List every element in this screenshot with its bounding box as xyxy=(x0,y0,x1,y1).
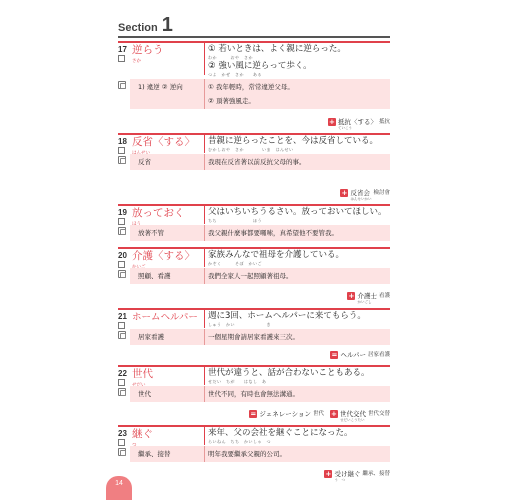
vocabulary-page xyxy=(118,14,390,484)
entry-number: 19 xyxy=(118,208,127,217)
related-word: ジェネレーション xyxy=(259,410,311,418)
translation-icon xyxy=(118,156,126,164)
study-checkbox[interactable] xyxy=(118,439,125,446)
chinese-translation: ② 頂著強風走。 xyxy=(208,97,255,105)
column-divider xyxy=(204,43,205,75)
example-sentence: ① 若いときは、よく親に逆らった。 xyxy=(208,44,346,54)
vocab-entry xyxy=(118,41,390,133)
entry-number: 23 xyxy=(118,429,127,438)
related-terms xyxy=(330,351,390,359)
equal-icon: = xyxy=(331,351,338,359)
example-sentence: ② 強い風に逆らって歩く。 xyxy=(208,61,312,71)
translation-icon xyxy=(118,388,126,396)
chinese-meaning: 1) 違逆 ② 逆向 xyxy=(138,83,183,91)
meaning-divider xyxy=(204,154,205,170)
related-word: 介護士 xyxy=(357,292,377,300)
vocab-entry xyxy=(118,247,390,308)
meaning-divider xyxy=(204,386,205,402)
related-meaning: 繼承、接替 xyxy=(362,471,390,477)
example-sentence: 父はいちいちうるさい。放っておいてほしい。 xyxy=(208,207,387,217)
chinese-translation: 明年我要繼承父親的公司。 xyxy=(208,450,286,458)
chinese-meaning: 居家看護 xyxy=(138,333,164,341)
column-divider xyxy=(204,367,205,385)
related-terms xyxy=(340,189,390,201)
chinese-meaning: 反省 xyxy=(138,158,151,166)
meaning-divider xyxy=(204,446,205,462)
example-ruby: しゅう かい き xyxy=(208,322,271,327)
plus-icon: + xyxy=(329,118,335,126)
chinese-translation: 我們全家人一起照顧著祖母。 xyxy=(208,272,293,280)
related-term xyxy=(249,410,324,418)
related-terms xyxy=(249,410,390,422)
meaning-divider xyxy=(204,329,205,345)
related-term xyxy=(328,118,390,130)
headword: 介護〈する〉 xyxy=(132,250,195,262)
related-word: 受け継ぐ xyxy=(334,470,361,478)
example-sentence: 昔親に逆らったことを、今は反省している。 xyxy=(208,136,379,146)
chinese-translation: ① 我年輕時，常常違逆父母。 xyxy=(208,83,294,91)
column-divider xyxy=(204,310,205,328)
column-divider xyxy=(204,206,205,224)
entry-rule xyxy=(118,425,390,427)
chinese-translation: 我父親什麼事都要囉嗦，真希望他不要管我。 xyxy=(208,229,338,237)
chinese-meaning: 世代 xyxy=(138,390,151,398)
chinese-translation: 我現在反省著以前反抗父母的事。 xyxy=(208,158,306,166)
example-ruby: かぞく そぼ かいご xyxy=(208,261,262,266)
chinese-translation: 世代不同，有時也會無法溝通。 xyxy=(208,390,299,398)
entry-rule xyxy=(118,365,390,367)
equal-icon: = xyxy=(250,410,257,418)
column-divider xyxy=(204,135,205,153)
study-checkbox[interactable] xyxy=(118,147,125,154)
study-checkbox[interactable] xyxy=(118,322,125,329)
headword: 放っておく xyxy=(132,207,185,219)
page-number: 14 xyxy=(106,476,132,500)
meaning-box xyxy=(130,225,390,241)
related-word: 反省会 xyxy=(350,189,370,197)
entry-number: 20 xyxy=(118,251,127,260)
section-number: 1 xyxy=(161,14,173,36)
headword: 世代 xyxy=(132,368,153,380)
meaning-divider xyxy=(204,268,205,284)
meaning-box xyxy=(130,79,390,109)
vocab-entry xyxy=(118,425,390,484)
study-checkbox[interactable] xyxy=(118,55,125,62)
related-meaning: 世代交替 xyxy=(367,411,390,417)
entry-rule xyxy=(118,41,390,43)
related-reading: はんせいかい xyxy=(350,197,372,201)
study-checkbox[interactable] xyxy=(118,218,125,225)
vocab-entry xyxy=(118,308,390,365)
example-ruby: らいねん ちち かいしゃ つ xyxy=(208,439,271,444)
entry-number: 22 xyxy=(118,369,127,378)
translation-icon xyxy=(118,448,126,456)
meaning-box xyxy=(130,268,390,284)
related-reading: う つ xyxy=(334,478,345,482)
chinese-meaning: 放著不管 xyxy=(138,229,164,237)
example-ruby: むかしおや さか いま はんせい xyxy=(208,147,294,152)
example-ruby: せだい ちが はなし あ xyxy=(208,379,267,384)
translation-icon xyxy=(118,331,126,339)
related-meaning: 看護 xyxy=(378,293,390,299)
headword-reading: さか xyxy=(132,59,141,64)
headword: 逆らう xyxy=(132,44,164,56)
section-label: Section xyxy=(118,22,158,34)
translation-icon xyxy=(118,81,126,89)
meaning-divider xyxy=(204,79,205,109)
meaning-box xyxy=(130,329,390,345)
plus-icon: + xyxy=(331,410,337,418)
meaning-box xyxy=(130,446,390,462)
meaning-box xyxy=(130,154,390,170)
plus-icon: + xyxy=(341,189,348,197)
example-sentence: 週に3回、ホームヘルパーに来てもらう。 xyxy=(208,311,366,321)
column-divider xyxy=(204,249,205,267)
entry-rule xyxy=(118,204,390,206)
related-meaning: 檢討會 xyxy=(373,190,390,196)
chinese-meaning: 照顧、看護 xyxy=(138,272,171,280)
example-ruby: つよ かぜ さか ある xyxy=(208,72,262,77)
chinese-translation: 一個星期會請居家看護來三次。 xyxy=(208,333,299,341)
study-checkbox[interactable] xyxy=(118,379,125,386)
entry-number: 17 xyxy=(118,45,127,54)
entry-number: 18 xyxy=(118,137,127,146)
translation-icon xyxy=(118,227,126,235)
related-meaning: 世代 xyxy=(312,411,324,417)
column-divider xyxy=(204,427,205,445)
related-word: 抵抗〈する〉 xyxy=(337,118,377,126)
entry-rule xyxy=(118,308,390,310)
entry-rule xyxy=(118,133,390,135)
meaning-box xyxy=(130,386,390,402)
entry-number: 21 xyxy=(118,312,127,321)
headword: ホームヘルパー xyxy=(132,312,198,323)
plus-icon: + xyxy=(348,292,355,300)
related-meaning: 抵抗 xyxy=(378,119,390,125)
related-term xyxy=(340,189,390,201)
related-terms xyxy=(324,470,390,482)
plus-icon: + xyxy=(325,470,332,478)
example-sentence: 世代が違うと、話が合わないこともある。 xyxy=(208,368,370,378)
study-checkbox[interactable] xyxy=(118,261,125,268)
related-word: ヘルパー xyxy=(340,351,366,359)
chinese-meaning: 繼承、接替 xyxy=(138,450,171,458)
related-terms xyxy=(347,292,390,304)
vocab-entry xyxy=(118,133,390,204)
related-term xyxy=(330,351,390,359)
example-sentence: 来年、父の会社を継ぐことになった。 xyxy=(208,428,353,438)
related-term xyxy=(347,292,390,304)
section-rule xyxy=(118,36,390,38)
entry-rule xyxy=(118,247,390,249)
headword: 継ぐ xyxy=(132,428,153,440)
example-sentence: 家族みんなで祖母を介護している。 xyxy=(208,250,345,260)
related-word: 世代交代 xyxy=(339,410,366,418)
meaning-divider xyxy=(204,225,205,241)
related-terms xyxy=(328,118,390,130)
related-meaning: 居家看護 xyxy=(367,352,390,358)
example-ruby: わか おや さか xyxy=(208,55,253,60)
headword: 反省〈する〉 xyxy=(132,136,195,148)
vocab-entry xyxy=(118,365,390,425)
vocab-entry xyxy=(118,204,390,247)
related-term xyxy=(330,410,390,422)
related-reading: せだいこうたい xyxy=(339,418,365,422)
section-heading xyxy=(118,14,173,36)
related-reading: ていこう xyxy=(337,126,352,130)
example-ruby: ちち ほう xyxy=(208,218,262,223)
related-term xyxy=(324,470,390,482)
translation-icon xyxy=(118,270,126,278)
related-reading: かいごし xyxy=(357,300,372,304)
